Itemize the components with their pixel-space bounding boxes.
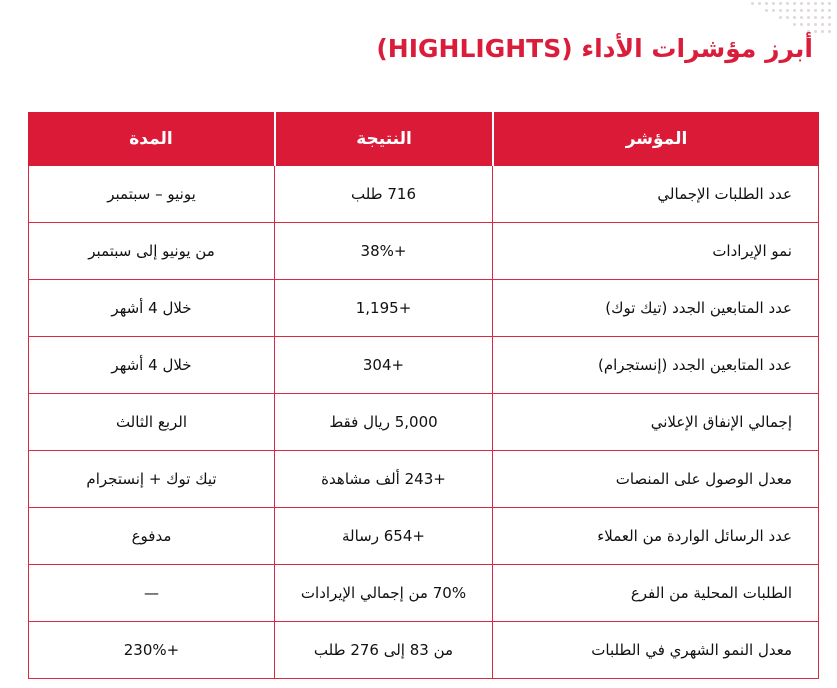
decorative-dot xyxy=(828,30,831,33)
decorative-dot xyxy=(821,23,824,26)
decorative-dot xyxy=(765,9,768,12)
decorative-dot xyxy=(807,9,810,12)
decorative-dot xyxy=(814,16,817,19)
table-row xyxy=(28,223,819,280)
cell-period: تيك توك + إنستجرام xyxy=(28,451,274,508)
table-row xyxy=(28,622,819,679)
cell-period: الربع الثالث xyxy=(28,394,274,451)
decorative-dot xyxy=(800,23,803,26)
cell-period: خلال 4 أشهر xyxy=(28,337,274,394)
cell-period: — xyxy=(28,565,274,622)
decorative-dot xyxy=(779,9,782,12)
cell-indicator: عدد الطلبات الإجمالي xyxy=(492,166,819,223)
header-result: النتيجة xyxy=(274,112,492,166)
cell-result: +243 ألف مشاهدة xyxy=(274,451,492,508)
table-row xyxy=(28,394,819,451)
cell-period: من يونيو إلى سبتمبر xyxy=(28,223,274,280)
decorative-dot xyxy=(807,2,810,5)
cell-period: +230% xyxy=(28,622,274,679)
decorative-dot xyxy=(828,2,831,5)
decorative-dot xyxy=(758,2,761,5)
decorative-dot xyxy=(786,9,789,12)
header-indicator: المؤشر xyxy=(492,112,819,166)
cell-indicator: معدل الوصول على المنصات xyxy=(492,451,819,508)
decorative-dot xyxy=(821,9,824,12)
decorative-dot xyxy=(765,2,768,5)
decorative-dot xyxy=(807,23,810,26)
cell-result: +654 رسالة xyxy=(274,508,492,565)
decorative-dot xyxy=(814,2,817,5)
cell-indicator: عدد الرسائل الواردة من العملاء xyxy=(492,508,819,565)
table-row xyxy=(28,451,819,508)
decorative-dot xyxy=(772,2,775,5)
cell-result: 716 طلب xyxy=(274,166,492,223)
cell-result: +1,195 xyxy=(274,280,492,337)
cell-result: من 83 إلى 276 طلب xyxy=(274,622,492,679)
decorative-dot xyxy=(814,30,817,33)
table-row xyxy=(28,508,819,565)
decorative-dot xyxy=(807,30,810,33)
cell-result: +38% xyxy=(274,223,492,280)
decorative-dot xyxy=(786,16,789,19)
decorative-dot xyxy=(786,2,789,5)
cell-indicator: الطلبات المحلية من الفرع xyxy=(492,565,819,622)
decorative-dot xyxy=(793,23,796,26)
decorative-dot xyxy=(800,2,803,5)
cell-indicator: عدد المتابعين الجدد (إنستجرام) xyxy=(492,337,819,394)
decorative-dot xyxy=(821,16,824,19)
cell-result: 5,000 ريال فقط xyxy=(274,394,492,451)
cell-indicator: عدد المتابعين الجدد (تيك توك) xyxy=(492,280,819,337)
cell-result: 70% من إجمالي الإيرادات xyxy=(274,565,492,622)
decorative-dot xyxy=(821,30,824,33)
page-title: أبرز مؤشرات الأداء (HIGHLIGHTS) xyxy=(376,34,813,63)
table-row xyxy=(28,337,819,394)
decorative-dot xyxy=(807,16,810,19)
decorative-dot xyxy=(828,9,831,12)
decorative-dot xyxy=(814,9,817,12)
cell-period: خلال 4 أشهر xyxy=(28,280,274,337)
cell-period: مدفوع xyxy=(28,508,274,565)
table-row xyxy=(28,166,819,223)
decorative-dot xyxy=(779,16,782,19)
decorative-dot xyxy=(800,16,803,19)
header-period: المدة xyxy=(28,112,274,166)
cell-indicator: نمو الإيرادات xyxy=(492,223,819,280)
decorative-dot xyxy=(751,2,754,5)
decorative-dot xyxy=(821,2,824,5)
cell-result: +304 xyxy=(274,337,492,394)
decorative-dot xyxy=(814,23,817,26)
decorative-dot xyxy=(793,9,796,12)
decorative-dot xyxy=(793,16,796,19)
decorative-dot xyxy=(828,23,831,26)
cell-indicator: معدل النمو الشهري في الطلبات xyxy=(492,622,819,679)
decorative-dot xyxy=(793,2,796,5)
decorative-dot xyxy=(800,9,803,12)
decorative-dot xyxy=(772,9,775,12)
table-row xyxy=(28,280,819,337)
cell-indicator: إجمالي الإنفاق الإعلاني xyxy=(492,394,819,451)
decorative-dot xyxy=(828,16,831,19)
table-header-row xyxy=(28,112,819,166)
decorative-dot xyxy=(779,2,782,5)
kpi-table xyxy=(28,112,819,679)
table-row xyxy=(28,565,819,622)
cell-period: يونيو – سبتمبر xyxy=(28,166,274,223)
